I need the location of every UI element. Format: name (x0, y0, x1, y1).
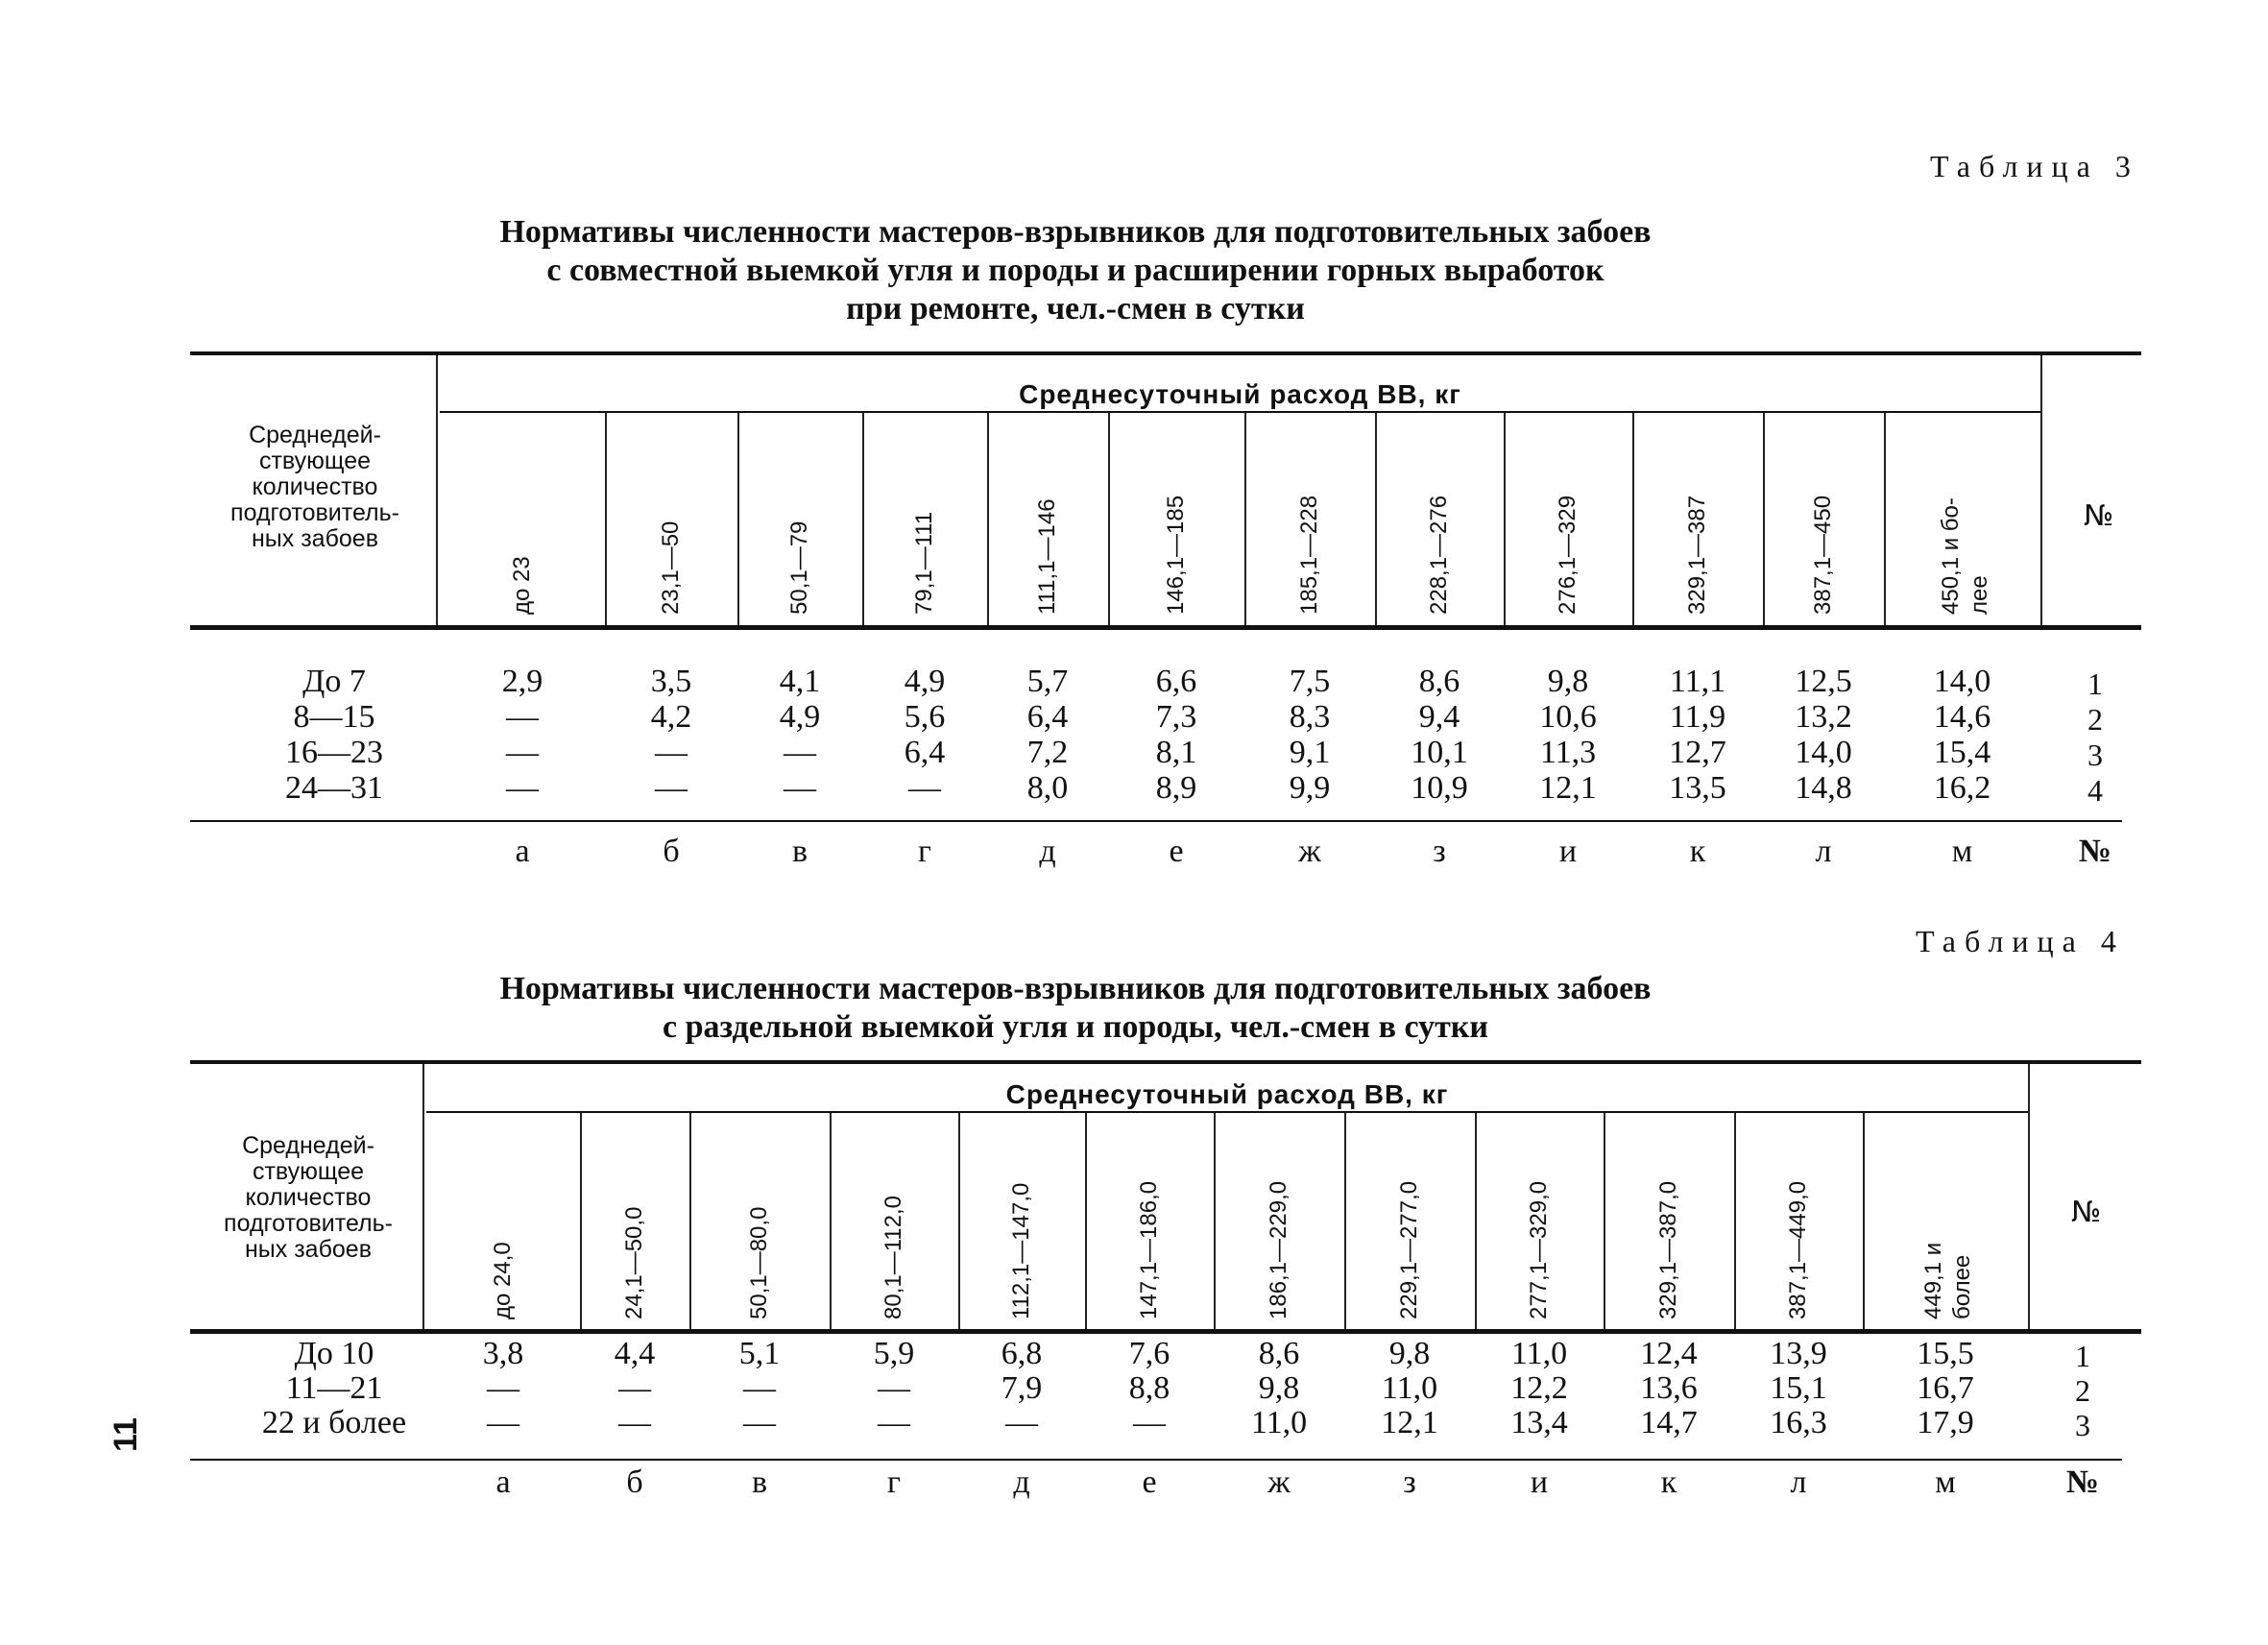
top-rule (190, 351, 2141, 355)
group-underline (426, 1111, 2028, 1113)
table-cell: 15,4 (1933, 735, 1991, 770)
letters-number-label: № (2078, 834, 2112, 869)
table-cell: 5,9 (873, 1336, 915, 1371)
table-cell: 12,1 (1381, 1405, 1438, 1440)
table-cell: 14,7 (1640, 1405, 1698, 1440)
column-letter: в (751, 1464, 768, 1500)
table-cell: 6,8 (1001, 1336, 1043, 1371)
column-letter: и (1530, 1464, 1549, 1500)
table-cell: — (1133, 1405, 1166, 1440)
column-divider (1884, 413, 1886, 625)
table-cell: 8,1 (1155, 735, 1197, 770)
column-divider (737, 413, 739, 625)
table-cell: 15,1 (1770, 1370, 1827, 1406)
column-divider (689, 1113, 691, 1329)
column-header: 111,1—146 (1034, 498, 1060, 615)
row-number: 2 (2075, 1373, 2090, 1408)
column-header: 80,1—112,0 (881, 1196, 906, 1319)
column-divider (605, 413, 607, 625)
table-cell: 4,9 (904, 664, 946, 699)
table-cell: — (655, 735, 688, 770)
table-cell: 9,1 (1289, 735, 1331, 770)
column-letter: д (1039, 834, 1056, 869)
header-bottom-rule (190, 1329, 2141, 1334)
column-header: лее (1966, 575, 1992, 615)
row-label: До 10 (294, 1336, 374, 1371)
column-letter: м (1935, 1464, 1956, 1500)
number-divider (2028, 1064, 2030, 1329)
column-letter: е (1142, 1464, 1157, 1500)
row-label: 24—31 (285, 770, 383, 806)
column-letter: ж (1267, 1464, 1291, 1500)
table-cell: — (506, 735, 539, 770)
table-cell: 11,3 (1539, 735, 1597, 770)
table-cell: — (487, 1370, 519, 1406)
table-cell: 11,0 (1510, 1336, 1568, 1371)
row-label: 11—21 (285, 1370, 383, 1406)
column-header: 387,1—449,0 (1785, 1180, 1811, 1319)
table-cell: — (878, 1405, 910, 1440)
number-header: № (2084, 499, 2114, 533)
body-bottom-rule (190, 820, 2122, 822)
table-cell: 13,6 (1640, 1370, 1698, 1406)
table-cell: 8,3 (1289, 699, 1331, 735)
table-cell: 16,3 (1770, 1405, 1827, 1440)
header-bottom-rule (190, 625, 2141, 630)
table-cell: 5,7 (1026, 664, 1069, 699)
column-divider (1375, 413, 1377, 625)
table-cell: 12,1 (1539, 770, 1597, 806)
table-cell: — (743, 1405, 776, 1440)
table-cell: 4,4 (614, 1336, 656, 1371)
column-letter: ж (1298, 834, 1321, 869)
table-cell: 4,2 (650, 699, 692, 735)
table-cell: 7,6 (1128, 1336, 1170, 1371)
row-label: 8—15 (293, 699, 375, 735)
table-cell: — (784, 735, 816, 770)
table-cell: 17,9 (1917, 1405, 1974, 1440)
stub-header: Среднедей- ствующее количество подготовитель- ных забоев (230, 422, 399, 552)
column-letter: л (1815, 834, 1832, 869)
table3-title-line: при ремонте, чел.-смен в сутки (846, 291, 1305, 327)
column-divider (1244, 413, 1246, 625)
table-cell: — (743, 1370, 776, 1406)
table-cell: — (655, 770, 688, 806)
table4-label: Таблица 4 (1916, 924, 2125, 958)
table-cell: 2,9 (501, 664, 543, 699)
column-letter: к (1660, 1464, 1677, 1500)
column-header: 186,1—229,0 (1266, 1180, 1291, 1319)
table-cell: 9,8 (1547, 664, 1589, 699)
table-cell: 12,4 (1640, 1336, 1698, 1371)
column-header: более (1949, 1254, 1975, 1319)
table4-title (384, 970, 1767, 1047)
column-header: 387,1—450 (1810, 495, 1836, 615)
table4-title-line: с раздельной выемкой угля и породы, чел.-смен в сутки (663, 1009, 1488, 1045)
table-cell: 11,1 (1669, 664, 1726, 699)
table-cell: 13,4 (1510, 1405, 1568, 1440)
table-cell: 13,2 (1795, 699, 1852, 735)
table-cell: 8,9 (1155, 770, 1197, 806)
column-header: 24,1—50,0 (621, 1206, 647, 1319)
table-cell: 9,8 (1258, 1370, 1300, 1406)
row-label: 22 и более (261, 1405, 407, 1440)
table-cell: 13,9 (1770, 1336, 1827, 1371)
table-cell: 9,4 (1418, 699, 1460, 735)
number-header: № (2071, 1196, 2102, 1229)
column-header: 50,1—79 (786, 520, 812, 615)
column-letter: а (515, 834, 530, 869)
table3-title (384, 213, 1767, 328)
letters-number-label: № (2065, 1464, 2100, 1500)
column-letter: б (663, 834, 680, 869)
table-cell: 14,8 (1795, 770, 1852, 806)
table-cell: 13,5 (1669, 770, 1726, 806)
table-cell: 12,5 (1795, 664, 1852, 699)
column-divider (1734, 1113, 1736, 1329)
column-header: 112,1—147,0 (1008, 1182, 1034, 1319)
table-cell: 3,5 (650, 664, 692, 699)
column-divider (1632, 413, 1634, 625)
table-cell: 4,9 (779, 699, 821, 735)
row-label: 16—23 (285, 735, 383, 770)
column-header: 185,1—228 (1296, 495, 1322, 615)
table-cell: 7,3 (1155, 699, 1197, 735)
column-divider (1108, 413, 1110, 625)
table3-title-line: Нормативы численности мастеров-взрывников для подготовительных забоев (499, 214, 1652, 250)
column-header: 450,1 и бо- (1937, 497, 1964, 615)
column-letter: б (626, 1464, 643, 1500)
group-header: Среднесуточный расход ВВ, кг (1005, 1079, 1449, 1109)
row-number: 1 (2087, 666, 2103, 701)
column-divider (830, 1113, 832, 1329)
table-cell: — (784, 770, 816, 806)
row-number: 3 (2087, 738, 2103, 772)
column-divider (1085, 1113, 1087, 1329)
table-cell: 10,1 (1411, 735, 1468, 770)
column-letter: г (887, 1464, 901, 1500)
table-cell: — (506, 770, 539, 806)
page-number: 11 (108, 1417, 144, 1452)
row-number: 1 (2075, 1339, 2090, 1373)
column-header: 229,1—277,0 (1396, 1180, 1422, 1319)
column-divider (1214, 1113, 1216, 1329)
stub-divider (436, 355, 438, 625)
column-letter: з (1433, 834, 1446, 869)
table-cell: 14,6 (1933, 699, 1991, 735)
column-letter: г (918, 834, 931, 869)
column-divider (1504, 413, 1506, 625)
table3-label: Таблица 3 (1930, 149, 2139, 183)
table-cell: — (878, 1370, 910, 1406)
column-divider (862, 413, 864, 625)
table-cell: 6,4 (1026, 699, 1069, 735)
stub-header: Среднедей- ствующее количество подготовитель- ных забоев (224, 1132, 393, 1263)
column-letter: и (1558, 834, 1578, 869)
table-cell: 14,0 (1933, 664, 1991, 699)
table-cell: — (1005, 1405, 1038, 1440)
column-header: 276,1—329 (1555, 495, 1580, 615)
table-cell: 16,2 (1933, 770, 1991, 806)
table3-title-line: с совместной выемкой угля и породы и расширении горных выработок (546, 253, 1604, 288)
table-cell: 8,8 (1128, 1370, 1170, 1406)
column-header: 147,1—186,0 (1136, 1180, 1162, 1319)
column-header: 23,1—50 (658, 520, 684, 615)
table-cell: 4,1 (779, 664, 821, 699)
column-letter: в (791, 834, 808, 869)
table-cell: 14,0 (1795, 735, 1852, 770)
column-header: 79,1—111 (911, 511, 937, 615)
table-cell: 7,5 (1289, 664, 1331, 699)
table-cell: 8,0 (1026, 770, 1069, 806)
group-header: Среднесуточный расход ВВ, кг (1019, 379, 1461, 409)
table-cell: — (618, 1405, 651, 1440)
table-cell: 9,9 (1289, 770, 1331, 806)
table-cell: — (506, 699, 539, 735)
table4-title-line: Нормативы численности мастеров-взрывников для подготовительных забоев (499, 971, 1652, 1006)
column-divider (1763, 413, 1765, 625)
column-letter: к (1689, 834, 1706, 869)
table-cell: 8,6 (1258, 1336, 1300, 1371)
column-letter: а (495, 1464, 511, 1500)
column-letter: з (1403, 1464, 1416, 1500)
row-number: 4 (2087, 773, 2103, 808)
table-cell: 12,7 (1669, 735, 1726, 770)
column-divider (958, 1113, 960, 1329)
column-divider (1475, 1113, 1477, 1329)
column-divider (987, 413, 989, 625)
table-cell: 6,6 (1155, 664, 1197, 699)
table-cell: 6,4 (904, 735, 946, 770)
table-cell: 9,8 (1388, 1336, 1431, 1371)
column-divider (1604, 1113, 1605, 1329)
column-header: 50,1—80,0 (746, 1206, 772, 1319)
top-rule (190, 1060, 2141, 1064)
column-letter: е (1169, 834, 1184, 869)
table-cell: 16,7 (1917, 1370, 1974, 1406)
row-label: До 7 (302, 664, 366, 699)
table-cell: 8,6 (1418, 664, 1460, 699)
column-divider (1863, 1113, 1865, 1329)
column-divider (1344, 1113, 1346, 1329)
column-header: 146,1—185 (1163, 495, 1189, 615)
column-header: 329,1—387 (1684, 495, 1710, 615)
group-underline (440, 411, 2040, 413)
column-header: 449,1 и (1920, 1242, 1946, 1319)
column-header: до 23 (509, 556, 535, 615)
column-divider (580, 1113, 582, 1329)
table-cell: 3,8 (482, 1336, 524, 1371)
table-cell: 7,9 (1001, 1370, 1043, 1406)
table-cell: 12,2 (1510, 1370, 1568, 1406)
table-cell: — (618, 1370, 651, 1406)
column-letter: м (1951, 834, 1973, 869)
table-cell: 10,9 (1411, 770, 1468, 806)
table-cell: — (487, 1405, 519, 1440)
column-header: 329,1—387,0 (1655, 1180, 1681, 1319)
table-cell: 5,6 (904, 699, 946, 735)
column-letter: л (1790, 1464, 1807, 1500)
table-cell: 11,0 (1381, 1370, 1438, 1406)
row-number: 3 (2075, 1408, 2090, 1442)
table-cell: 7,2 (1026, 735, 1069, 770)
table-cell: 11,0 (1250, 1405, 1308, 1440)
column-letter: д (1013, 1464, 1030, 1500)
column-header: до 24,0 (490, 1242, 516, 1319)
row-number: 2 (2087, 702, 2103, 737)
table-cell: 11,9 (1669, 699, 1726, 735)
table-cell: 10,6 (1539, 699, 1597, 735)
column-header: 277,1—329,0 (1526, 1180, 1552, 1319)
column-header: 228,1—276 (1426, 495, 1452, 615)
table-cell: — (908, 770, 941, 806)
table-cell: 15,5 (1917, 1336, 1974, 1371)
table-cell: 5,1 (738, 1336, 781, 1371)
body-bottom-rule (190, 1459, 2122, 1461)
stub-divider (422, 1064, 424, 1329)
number-divider (2040, 355, 2042, 625)
